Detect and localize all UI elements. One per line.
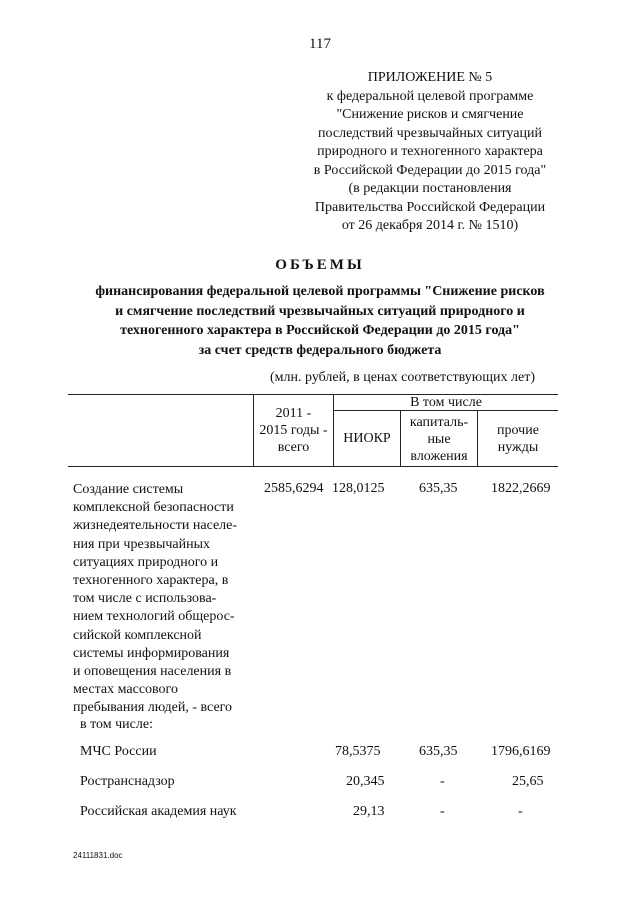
sub-row-label: МЧС России bbox=[80, 744, 157, 759]
sub-row-capital: - bbox=[440, 774, 445, 789]
description-line: ситуациях природного и bbox=[73, 554, 219, 570]
header-niokr: НИОКР bbox=[343, 431, 391, 446]
appendix-line: от 26 декабря 2014 г. № 1510) bbox=[341, 218, 519, 233]
appendix-line: в Российской Федерации до 2015 года" bbox=[313, 162, 547, 178]
page-number: 117 bbox=[309, 36, 331, 52]
sub-row-label: Российская академия наук bbox=[80, 804, 237, 819]
header-total bbox=[254, 405, 333, 456]
sub-row-capital: 635,35 bbox=[419, 744, 458, 759]
description-line: Создание системы bbox=[73, 482, 184, 497]
file-name-footer: 24111831.doc bbox=[73, 851, 123, 860]
main-row-capital: 635,35 bbox=[419, 481, 458, 496]
document-subtitle bbox=[60, 282, 580, 360]
sub-row-other: - bbox=[518, 804, 523, 819]
main-row-niokr: 128,0125 bbox=[332, 481, 385, 496]
appendix-line: "Снижение рисков и смягчение bbox=[336, 107, 524, 122]
appendix-line: последствий чрезвычайных ситуаций bbox=[318, 125, 542, 141]
appendix-line: природного и техногенного характера bbox=[317, 144, 543, 159]
description-line: нием технологий общерос- bbox=[73, 609, 235, 625]
header-capital-line: вложения bbox=[410, 449, 468, 464]
header-other-line: прочие bbox=[497, 423, 539, 438]
description-line: пребывания людей, - всего bbox=[73, 700, 233, 716]
sub-row-niokr: 20,345 bbox=[346, 774, 385, 789]
description-line: комплексной безопасности bbox=[73, 500, 234, 516]
sub-row-other: 25,65 bbox=[512, 774, 544, 789]
sub-row-capital: - bbox=[440, 804, 445, 819]
subtitle-line: и смягчение последствий чрезвычайных ситуаций природного и bbox=[115, 303, 525, 319]
sub-row-label: Ространснадзор bbox=[80, 774, 175, 789]
sub-row-niokr: 29,13 bbox=[353, 804, 385, 819]
header-capital-line: ные bbox=[427, 432, 451, 447]
description-line: техногенного характера, в bbox=[73, 573, 229, 589]
appendix-line: ПРИЛОЖЕНИЕ № 5 bbox=[367, 70, 493, 85]
header-capital bbox=[401, 414, 477, 465]
header-group: В том числе bbox=[410, 395, 482, 410]
sub-row-niokr: 78,5375 bbox=[335, 744, 381, 759]
description-line: местах массового bbox=[73, 682, 178, 698]
sub-row-other: 1796,6169 bbox=[491, 744, 551, 759]
header-bottom-rule bbox=[68, 466, 558, 467]
including-label: в том числе: bbox=[80, 717, 153, 732]
subtitle-line: техногенного характера в Российской Федерации до 2015 года" bbox=[120, 323, 520, 338]
header-capital-line: капиталь- bbox=[409, 415, 469, 430]
description-line: сийской комплексной bbox=[73, 627, 202, 643]
description-line: жизнедеятельности населе- bbox=[73, 518, 238, 534]
header-total-line: 2015 годы - bbox=[259, 423, 328, 438]
main-row-total: 2585,6294 bbox=[264, 481, 324, 496]
main-row-other: 1822,2669 bbox=[491, 481, 551, 496]
document-title: ОБЪЕМЫ bbox=[275, 257, 365, 273]
description-line: ния при чрезвычайных bbox=[73, 536, 211, 552]
header-other bbox=[478, 422, 558, 456]
description-line: системы информирования bbox=[73, 645, 230, 661]
appendix-line: Правительства Российской Федерации bbox=[314, 199, 546, 215]
appendix-header bbox=[300, 69, 560, 236]
description-line: и оповещения населения в bbox=[73, 664, 232, 680]
description-line: том числе с использова- bbox=[73, 591, 217, 607]
main-row-description bbox=[73, 481, 263, 718]
units-note: (млн. рублей, в ценах соответствующих лет) bbox=[270, 370, 535, 385]
header-total-line: 2011 - bbox=[275, 406, 312, 421]
appendix-line: к федеральной целевой программе bbox=[326, 88, 534, 104]
header-total-line: всего bbox=[277, 440, 310, 455]
header-other-line: нужды bbox=[497, 440, 539, 455]
subtitle-line: за счет средств федерального бюджета bbox=[198, 342, 442, 358]
subtitle-line: финансирования федеральной целевой программы "Снижение рисков bbox=[95, 284, 545, 299]
appendix-line: (в редакции постановления bbox=[348, 181, 512, 196]
